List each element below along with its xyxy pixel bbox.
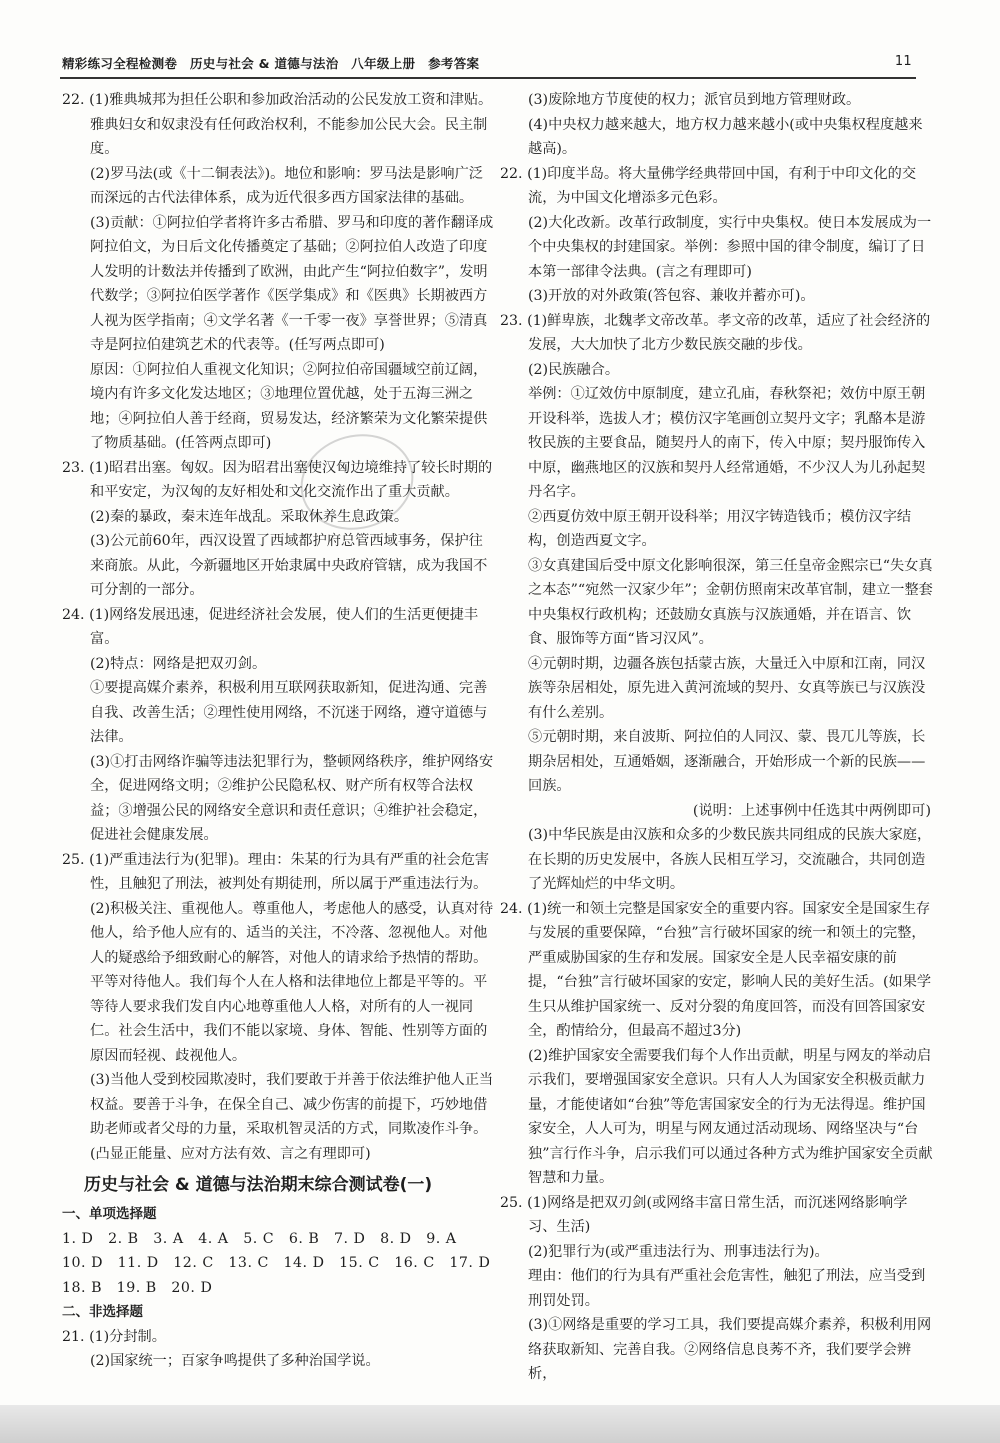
answer-paragraph: 原因：①阿拉伯人重视文化知识；②阿拉伯帝国疆域空前辽阔，境内有许多文化发达地区；③地理位置优越，处于五海三洲之地；④阿拉伯人善于经商，贸易发达，经济繁荣为文化繁荣提供了物质基础。(任答两点即可) [90,361,488,451]
answer-paragraph: (2)大化改新。改革行政制度，实行中央集权。使日本发展成为一个中央集权的封建国家。举例：参照中国的律令制度，编订了日本第一部律令法典。(言之有理即可) [528,214,932,280]
question-item: 24. (1)统一和领土完整是国家安全的重要内容。国家安全是国家生存与发展的重要保障，“台独”言行破坏国家的统一和领土的完整，严重威胁国家的生存和发展。国家安全是人民幸福安康的前提，“台独”言行破坏国家的安定，影响人民的美好生活。(如果学生只从维护国家统一、反对分裂的角度回答，而没有回答国家安全，酌情给分，但最高不超过3分) [500,900,932,1039]
question-item: 22. (1)印度半岛。将大量佛学经典带回中国，有利于中印文化的交流，为中国文化增添多元色彩。 [500,165,917,206]
section-subtitle: 二、非选择题 [62,1304,143,1320]
answer-key-row: 18. B 19. B 20. D [62,1279,213,1296]
section-subtitle: 一、单项选择题 [62,1206,157,1222]
question-item: 24. (1)网络发展迅速，促进经济社会发展，使人们的生活更便捷丰富。 [62,606,479,647]
answer-paragraph: ①要提高媒介素养，积极利用互联网获取新知，促进沟通、完善自我、改善生活；②理性使用网络，不沉迷于网络，遵守道德与法律。 [90,680,488,745]
answer-paragraph: (4)中央权力越来越大，地方权力越来越小(或中央集权程度越来越高)。 [528,116,923,157]
answer-note: (说明：上述事例中任选其中两例即可) [692,802,931,819]
answer-paragraph: (2)维护国家安全需要我们每个人作出贡献，明星与网友的举动启示我们，要增强国家安全意识。只有人人为国家安全积极贡献力量，才能使诸如“台独”等危害国家安全的行为无法得逞。维护国家安全，人人可为，明星与网友通过活动现场、网络坚决与“台独”言行作斗争，启示我们可以通过各种方式为维护国家安全贡献智慧和力量。 [528,1047,933,1186]
answer-paragraph: (2)国家统一；百家争鸣提供了多种治国学说。 [90,1353,380,1369]
question-item: 25. (1)网络是把双刃剑(或网络丰富日常生活，而沉迷网络影响学习、生活) [500,1194,908,1235]
left-column [62,88,497,1374]
scan-bottom-band [0,1405,1000,1443]
answer-paragraph: (3)①网络是重要的学习工具，我们要提高媒介素养，积极利用网络获取新知、完善自我。②网络信息良莠不齐，我们要学会辨析， [528,1317,932,1382]
question-item: 23. (1)昭君出塞。匈奴。因为昭君出塞使汉匈边境维持了较长时期的和平安定，为汉匈的友好相处和文化交流作出了重大贡献。 [62,459,493,500]
answer-paragraph: (3)中华民族是由汉族和众多的少数民族共同组成的民族大家庭，在长期的历史发展中，各族人民相互学习，交流融合，共同创造了光辉灿烂的中华文明。 [528,827,932,892]
right-column [500,88,935,1387]
answer-paragraph: (2)积极关注、重视他人。尊重他人，考虑他人的感受，认真对待他人，给予他人应有的、适当的关注，不冷落、忽视他人。对他人的疑惑给予细致耐心的解答，对他人的请求给予热情的帮助。平等对待他人。我们每个人在人格和法律地位上都是平等的。平等待人要求我们发自内心地尊重他人人格，对所有的人一视同仁。社会生活中，我们不能以家境、身体、智能、性别等方面的原因而轻视、歧视他人。 [90,900,494,1064]
question-item: 21. (1)分封制。 [62,1328,166,1345]
answer-paragraph: ④元朝时期，边疆各族包括蒙古族，大量迁入中原和江南，同汉族等杂居相处，原先进入黄河流域的契丹、女真等族已与汉族没有什么差别。 [528,655,926,721]
answer-paragraph: ⑤元朝时期，来自波斯、阿拉伯的人同汉、蒙、畏兀儿等族，长期杂居相处，互通婚姻，逐渐融合，开始形成一个新的民族——回族。 [528,729,926,794]
answer-paragraph: (2)特点：网络是把双刃剑。 [90,655,267,672]
answer-paragraph: 举例：①辽效仿中原制度，建立孔庙，春秋祭祀；效仿中原王朝开设科举，选拔人才；模仿汉字笔画创立契丹文字；乳酪本是游牧民族的主要食品，随契丹人的南下，传入中原；契丹服饰传入中原，幽燕地区的汉族和契丹人经常通婚，不少汉人为儿孙起契丹名字。 [528,386,926,500]
answer-paragraph: ③女真建国后受中原文化影响很深，第三任皇帝金熙宗已“失女真之本态”“宛然一汉家少年”；金朝仿照南宋改革官制，建立一整套中央集权行政机构；还鼓励女真族与汉族通婚，并在语言、饮食、服饰等方面“皆习汉风”。 [528,557,933,647]
question-item: 25. (1)严重违法行为(犯罪)。理由：朱某的行为具有严重的社会危害性，且触犯了刑法，被判处有期徒刑，所以属于严重违法行为。 [62,851,490,892]
question-item: 22. (1)雅典城邦为担任公职和参加政治活动的公民发放工资和津贴。雅典妇女和奴隶没有任何政治权利，不能参加公民大会。民主制度。 [62,92,493,157]
question-item: 23. (1)鲜卑族，北魏孝文帝改革。孝文帝的改革，适应了社会经济的发展，大大加快了北方少数民族交融的步伐。 [500,312,931,353]
answer-key-row: 10. D 11. D 12. C 13. C 14. D 15. C 16. C 17. D [62,1255,491,1271]
page-number: 11 [894,54,912,69]
answer-paragraph: (2)秦的暴政，秦末连年战乱。采取休养生息政策。 [90,508,409,525]
header-title: 精彩练习全程检测卷 历史与社会 & 道德与法治 八年级上册 参考答案 [62,56,480,71]
answer-paragraph: (3)①打击网络诈骗等违法犯罪行为，整顿网络秩序，维护网络安全，促进网络文明；②维护公民隐私权、财产所有权等合法权益；③增强公民的网络安全意识和责任意识；④维护社会稳定，促进社会健康发展。 [90,753,494,843]
answer-paragraph: (3)废除地方节度使的权力；派官员到地方管理财政。 [528,92,861,108]
answer-paragraph: (2)犯罪行为(或严重违法行为、刑事违法行为)。 [528,1243,829,1260]
answer-paragraph: (3)贡献：①阿拉伯学者将许多古希腊、罗马和印度的著作翻译成阿拉伯文，为日后文化传播奠定了基础；②阿拉伯人改造了印度人发明的计数法并传播到了欧洲，由此产生“阿拉伯数字”，发明代数学；③阿拉伯医学著作《医学集成》和《医典》长期被西方人视为医学指南；④文学名著《一千零一夜》享誉世界；⑤清真寺是阿拉伯建筑艺术的代表等。(任写两点即可) [90,214,494,353]
answer-paragraph: 理由：他们的行为具有严重社会危害性，触犯了刑法，应当受到刑罚处罚。 [528,1268,926,1309]
answer-paragraph: (3)开放的对外政策(答包容、兼收并蓄亦可)。 [528,288,815,304]
section-title: 历史与社会 & 道德与法治期末综合测试卷(一) [84,1175,433,1195]
header-rule [60,77,916,79]
answer-paragraph: (2)罗马法(或《十二铜表法》)。地位和影响：罗马法是影响广泛而深远的古代法律体系，成为近代很多西方国家法律的基础。 [90,165,483,206]
answer-paragraph: (3)公元前60年，西汉设置了西域都护府总管西域事务，保护往来商旅。从此，今新疆地区开始隶属中央政府管辖，成为我国不可分割的一部分。 [90,533,488,598]
page-header [62,54,912,72]
answer-key-row: 1. D 2. B 3. A 4. A 5. C 6. B 7. D 8. D 9. A [62,1230,457,1247]
answer-paragraph: ②西夏仿效中原王朝开设科举；用汉字铸造钱币；模仿汉字结构，创造西夏文字。 [528,508,912,549]
answer-paragraph: (3)当他人受到校园欺凌时，我们要敢于并善于依法维护他人正当权益。要善于斗争，在保全自己、减少伤害的前提下，巧妙地借助老师或者父母的力量，采取机智灵活的方式，同欺凌作斗争。(凸显正能量、应对方法有效、言之有理即可) [90,1072,494,1162]
answer-paragraph: (2)民族融合。 [528,361,620,378]
